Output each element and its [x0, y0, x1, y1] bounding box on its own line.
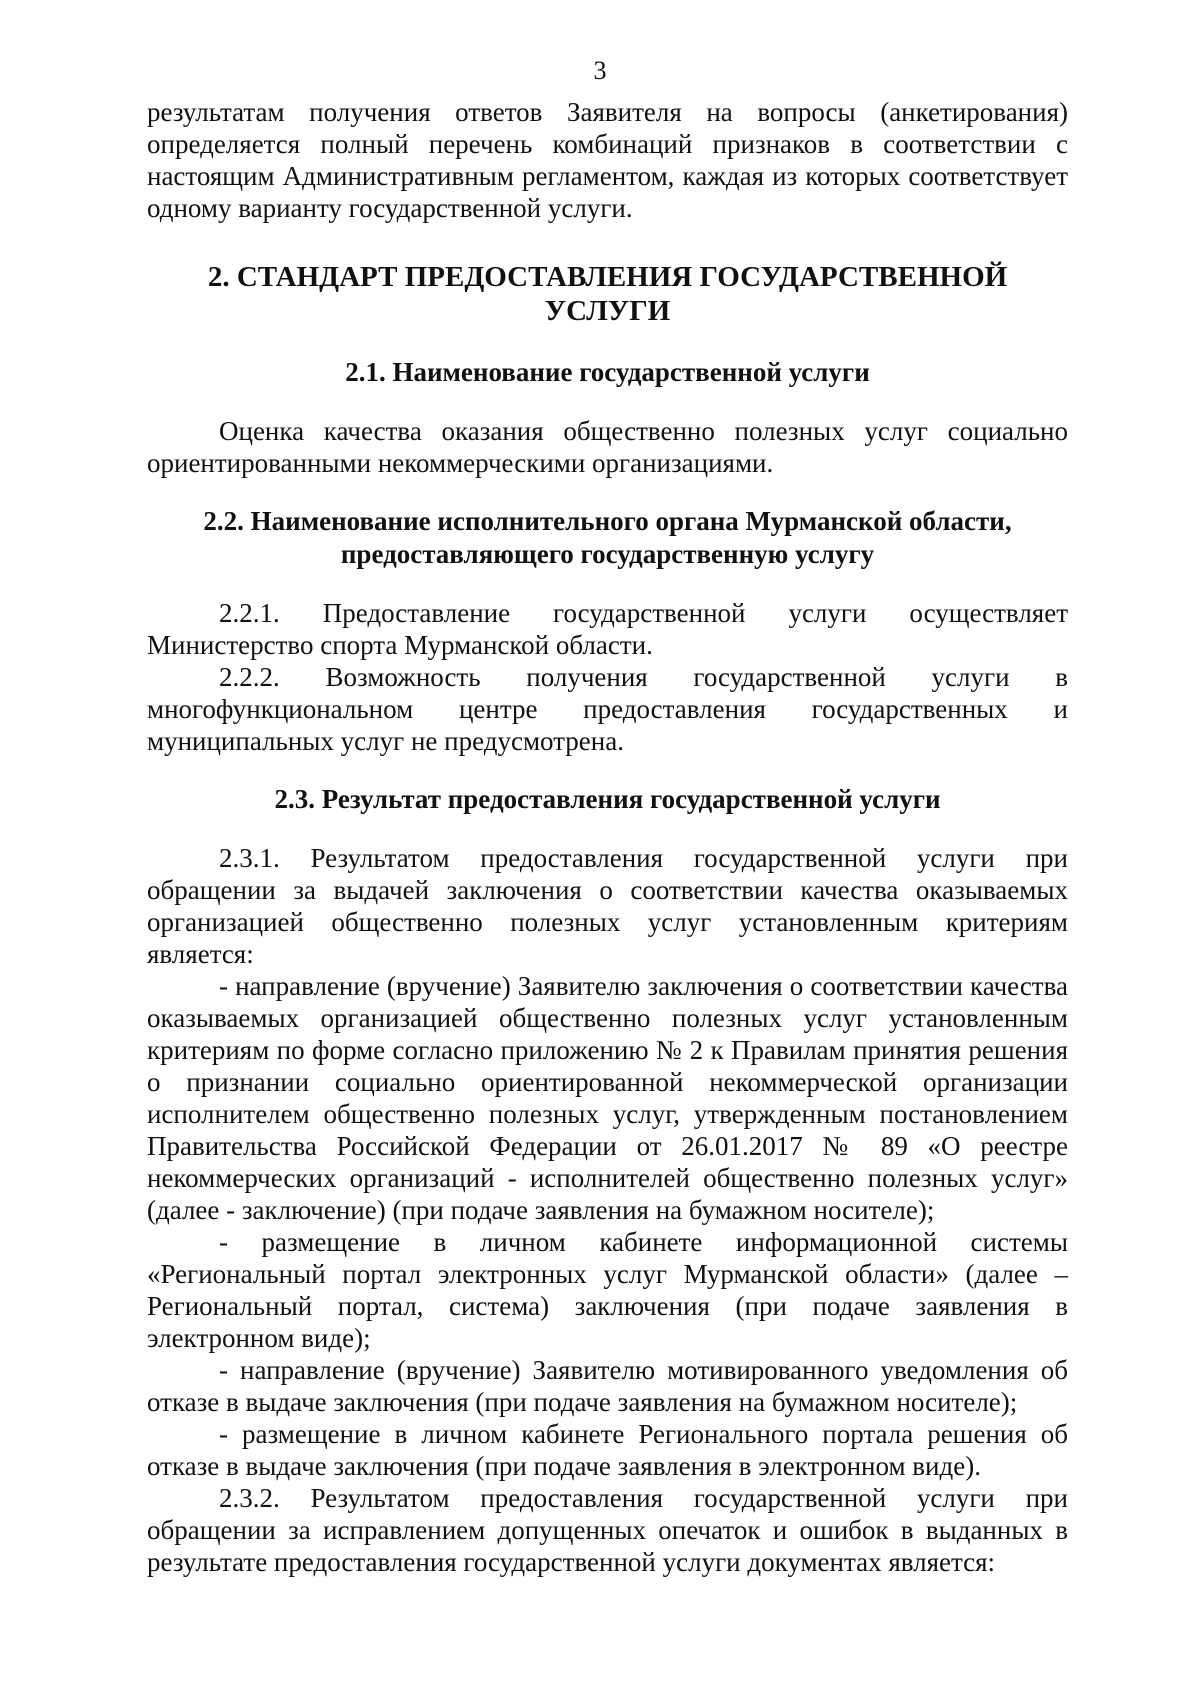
bullet-item-1: - направление (вручение) Заявителю заключения о соответствии качества оказываемых организацией общественно полезных услуг установленным критериям по форме согласно приложению № 2 к Правилам принятия решения о признании социально ориентированной некоммерческой организации исполнителем общественно полезных услуг, утвержденным постановлением Правительства Российской Федерации от 26.01.2017 № 89 «О реестре некоммерческих организаций - исполнителей общественно полезных услуг» (далее - заключение) (при подаче заявления на бумажном носителе); [147, 971, 1068, 1225]
heading-2-1: 2.1. Наименование государственной услуги [345, 357, 870, 387]
paragraph-2-2-2: 2.2.2. Возможность получения государственной услуги в многофункциональном центре предоставления государственных и муниципальных услуг не предусмотрена. [147, 662, 1068, 756]
heading-2-2-line1: 2.2. Наименование исполнительного органа Мурманской области, [203, 506, 1012, 536]
heading-2-3: 2.3. Результат предоставления государственной услуги [274, 784, 941, 814]
document-body [147, 96, 1068, 1578]
bullet-item-4: - размещение в личном кабинете Регионального портала решения об отказе в выдаче заключения (при подаче заявления в электронном виде). [147, 1419, 1068, 1481]
heading-2-2 [147, 505, 1068, 571]
paragraph-2-3-1: 2.3.1. Результатом предоставления государственной услуги при обращении за выдачей заключения о соответствии качества оказываемых организацией общественно полезных услуг установленным критериям является: [147, 843, 1068, 969]
section-title: 2. СТАНДАРТ ПРЕДОСТАВЛЕНИЯ ГОСУДАРСТВЕННОЙ УСЛУГИ [207, 261, 1008, 327]
heading-2-2-line2: предоставляющего государственную услугу [340, 539, 875, 569]
intro-paragraph: результатам получения ответов Заявителя на вопросы (анкетирования) определяется полный перечень комбинаций признаков в соответствии с настоящим Административным регламентом, каждая из которых соответствует одному варианту государственной услуги. [147, 97, 1068, 223]
bullet-item-2: - размещение в личном кабинете информационной системы «Региональный портал электронных услуг Мурманской области» (далее – Региональный портал, система) заключения (при подаче заявления в электронном виде); [147, 1227, 1068, 1353]
paragraph-2-3-2: 2.3.2. Результатом предоставления государственной услуги при обращении за исправлением допущенных опечаток и ошибок в выданных в результате предоставления государственной услуги документах является: [147, 1483, 1068, 1577]
paragraph-2-1: Оценка качества оказания общественно полезных услуг социально ориентированными некоммерческими организациями. [147, 416, 1068, 478]
page-number: 3 [593, 56, 607, 85]
bullet-item-3: - направление (вручение) Заявителю мотивированного уведомления об отказе в выдаче заключения (при подаче заявления на бумажном носителе); [147, 1355, 1068, 1417]
paragraph-2-2-1: 2.2.1. Предоставление государственной услуги осуществляет Министерство спорта Мурманской области. [147, 598, 1068, 660]
